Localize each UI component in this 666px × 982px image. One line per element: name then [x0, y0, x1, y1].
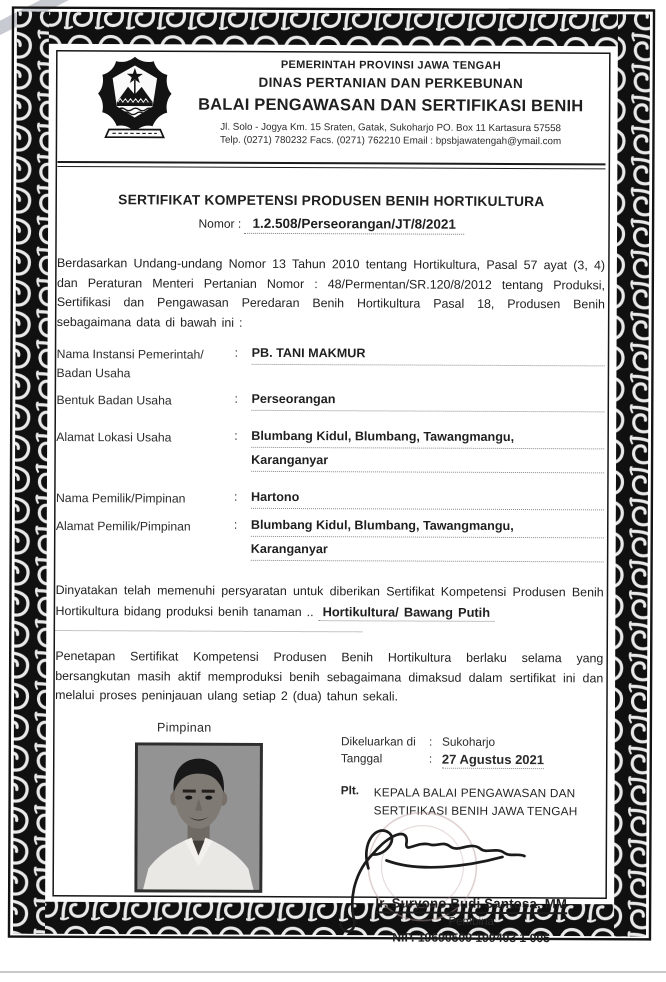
- agency-line-3: BALAI PENGAWASAN DAN SERTIFIKASI BENIH: [198, 95, 584, 116]
- field-label: Bentuk Badan Usaha: [56, 392, 172, 408]
- issued-date-row: Tanggal : 27 Agustus 2021: [340, 751, 545, 768]
- signer-name: Ir. Suryono Budi Santosa, MM: [375, 895, 567, 914]
- nomor-value: 1.2.508/Perseorangan/JT/8/2021: [244, 216, 463, 235]
- field-row-bentuk: [56, 391, 604, 412]
- nomor-label: Nomor :: [198, 216, 242, 231]
- signature-area: [340, 820, 602, 895]
- field-row-instansi: [57, 345, 605, 384]
- field-colon: :: [234, 428, 238, 443]
- issued-at-label: Dikeluarkan di: [340, 734, 416, 749]
- letterhead-text: [178, 55, 606, 148]
- field-label: Alamat Lokasi Usaha: [56, 429, 172, 445]
- issuance-column: [340, 731, 603, 945]
- field-label: Nama Pemilik/Pimpinan: [55, 490, 186, 506]
- field-value: Hartono: [251, 490, 604, 511]
- field-value: Blumbang Kidul, Blumbang, Tawangmangu, Karanganyar: [251, 518, 604, 563]
- signer-rank: Pembina: [448, 915, 494, 928]
- field-colon: :: [233, 517, 238, 532]
- plt-label: Plt.: [340, 783, 360, 798]
- field-label: Nama Instansi Pemerintah/ Badan Usaha: [56, 347, 204, 380]
- field-value: Perseorangan: [251, 392, 604, 413]
- address-line-1: Jl. Solo - Jogya Km. 15 Sraten, Gatak, Sukoharjo PO. Box 11 Kartasura 57558: [220, 121, 562, 135]
- letterhead: [58, 54, 606, 150]
- certificate-title: SERTIFIKAT KOMPETENSI PRODUSEN BENIH HORTIKULTURA: [118, 192, 545, 210]
- field-row-nama-pemilik: [56, 489, 604, 510]
- field-value: PB. TANI MAKMUR: [252, 346, 605, 384]
- scanner-edge-artifact: [0, 971, 666, 973]
- certificate-body: [54, 46, 606, 972]
- owner-portrait-photo: [134, 742, 263, 893]
- issued-at-value: Sukoharjo: [441, 734, 496, 749]
- intro-paragraph: Berdasarkan Undang-undang Nomor 13 Tahun 2010 tentang Hortikultura, Pasal 57 ayat (3, 4) dan Peraturan Menteri Pertanian Nomor : 48/Permentan/SR.120/8/2012 tentang Produksi, Sertifikasi dan Pengawasan Peredaran Benih Hortikultura Pasal 18, Produsen Benih sebagaimana data di bawah ini :: [56, 255, 606, 330]
- address-line-2: Telp. (0271) 780232 Facs. (0271) 762210 Email : bpsbjawatengah@ymail.com: [220, 134, 562, 148]
- field-label: Alamat Pemilik/Pimpinan: [55, 518, 191, 534]
- field-value: Blumbang Kidul, Blumbang, Tawangmangu, Karanganyar: [251, 429, 604, 474]
- declaration-paragraph: [55, 581, 603, 624]
- issued-date-label: Tanggal: [340, 751, 383, 766]
- field-colon: :: [234, 346, 239, 361]
- declaration-text: Dinyatakan telah memenuhi persyaratan untuk diberikan Sertifikat Kompetensi Produsen Benih Hortikultura bidang produksi benih tanaman ..: [55, 582, 604, 619]
- data-fields: [56, 345, 605, 562]
- agency-line-1: PEMERINTAH PROVINSI JAWA TENGAH: [280, 58, 502, 72]
- signer-nip: NIP. 19690509 199403 1 005: [392, 929, 550, 945]
- certificate-number-row: [57, 215, 605, 232]
- official-title: KEPALA BALAI PENGAWASAN DAN SERTIFIKASI BENIH JAWA TENGAH: [373, 785, 578, 819]
- issued-date-value: 27 Agustus 2021: [441, 751, 545, 768]
- signature-section: [54, 720, 603, 972]
- field-colon: :: [234, 489, 238, 504]
- declaration-dotted-continuation: [55, 621, 362, 632]
- validity-paragraph: Penetapan Sertifikat Kompetensi Produsen Benih Hortikultura berlaku selama yang bersangkutan masih aktif memproduksi benih sebagaimana dimaksud dalam sertifikat ini dan melalui proses peninjauan ulang setiap 2 (dua) tahun sekali.: [55, 649, 604, 704]
- declaration-value: Hortikultura/ Bawang Putih: [319, 604, 495, 622]
- signer-block: [340, 894, 602, 945]
- field-row-alamat-usaha: [56, 428, 604, 473]
- jawa-tengah-emblem-icon: [92, 54, 178, 148]
- field-row-alamat-pemilik: [56, 517, 604, 562]
- agency-line-2: DINAS PERTANIAN DAN PERKEBUNAN: [258, 74, 524, 92]
- issued-at-row: Dikeluarkan di : Sukoharjo: [340, 734, 496, 749]
- pimpinan-label: Pimpinan: [156, 720, 212, 735]
- field-colon: :: [234, 391, 238, 406]
- letterhead-divider: [57, 161, 605, 169]
- title-block: [57, 192, 605, 232]
